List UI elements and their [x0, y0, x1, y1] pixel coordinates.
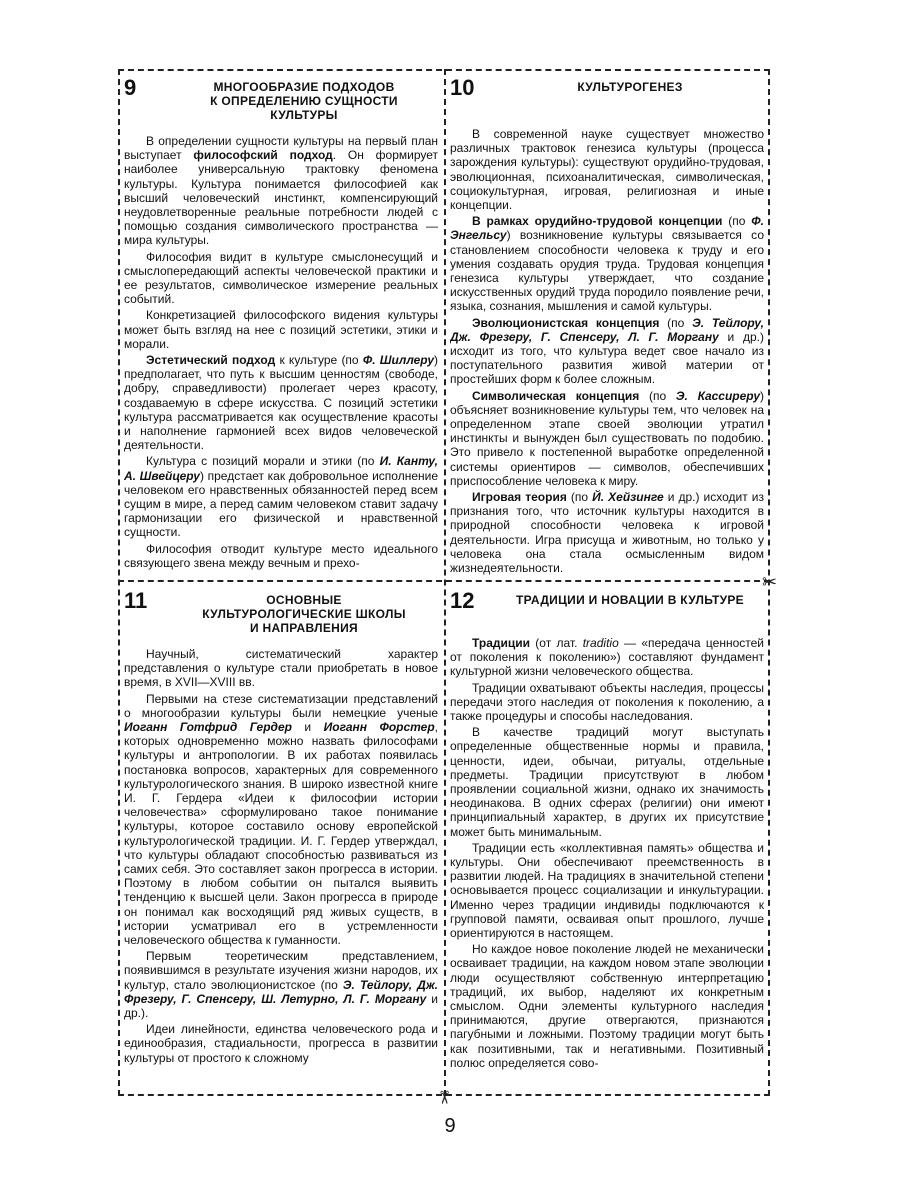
paragraph: В рамках орудийно-трудовой концепции (по Ф. Энгельсу) возникновение культуры связывается со становлением способности человека к труду и его умения создавать орудия труда. Трудовая концепция генезиса культуры утверждает, что создание искусственных орудий труда породило появление речи, языка, сознания, мышления и самой культуры. — [450, 214, 764, 314]
scissors-icon: ✂ — [434, 1089, 455, 1106]
paragraph: Конкретизацией философского видения культуры может быть взгляд на нее с позиций эстетики, этики и морали. — [124, 308, 438, 351]
horizontal-cut-line — [118, 580, 770, 582]
card-header — [450, 73, 764, 113]
card-title — [170, 586, 438, 635]
paragraph: Эстетический подход к культуре (по Ф. Шиллеру) предполагает, что путь к высшим ценностям (свободе, добру, справедливости) пролегает через красоту, создаваемую в сфере искусства. С позиций эстетики культура рассматривается как осуществление красоты и наполнение гармонией всех видов человеческой деятельности. — [124, 353, 438, 453]
scissors-icon: ✂ — [762, 572, 778, 592]
card-title-line: ТРАДИЦИИ И НОВАЦИИ В КУЛЬТУРЕ — [516, 593, 744, 607]
card-body — [450, 127, 764, 575]
paragraph: Культура с позиций морали и этики (по И. Канту, А. Швейцеру) предстает как добровольное исполнение человеком его нравственных обязанностей перед всем сущим в мире, а перед самим человеком ставит задачу гармонизации его физической и нравственной сущности. — [124, 454, 438, 540]
card-title-line: КУЛЬТУРЫ — [270, 108, 338, 122]
card-body — [124, 134, 438, 570]
card-number: 9 — [124, 75, 137, 100]
card-sheet — [118, 69, 770, 1096]
card-12 — [450, 586, 764, 1092]
card-9 — [124, 73, 438, 575]
paragraph: Традиции есть «коллективная память» общества и культуры. Они обеспечивают преемственность в развитии людей. На традициях в значительной степени основывается процесс социализации и инкультурации. Именно через традиции индивиды подключаются к групповой памяти, осваивая опыт прошлого, лучше ориентируются в настоящем. — [450, 840, 764, 941]
paragraph: В качестве традиций могут выступать определенные общественные нормы и правила, ценности, идеи, обычаи, ритуалы, отдельные предметы. Традиции присутствуют в любом проявлении социальной жизни, однако их значимость неодинакова. В одних сферах (религии) они имеют принципиальный характер, в других их присутствие может быть минимальным. — [450, 725, 764, 839]
card-10 — [450, 73, 764, 575]
card-title-line: КУЛЬТУРОГЕНЕЗ — [577, 80, 683, 94]
card-number: 12 — [450, 588, 475, 613]
card-title — [170, 73, 438, 122]
card-title-line: КУЛЬТУРОЛОГИЧЕСКИЕ ШКОЛЫ — [202, 607, 406, 621]
card-header — [124, 586, 438, 635]
paragraph: Научный, систематический характер представления о культуре стали приобретать в новое время, в XVII—XVIII вв. — [124, 647, 438, 690]
paragraph: Первым теоретическим представлением, появившимся в результате изучения жизни народов, их культур, стало эволюционистское (по Э. Тейлору, Дж. Фрезеру, Г. Спенсеру, Ш. Летурно, Л. Г. Моргану и др.). — [124, 949, 438, 1021]
card-body — [450, 636, 764, 1070]
card-title-line: К ОПРЕДЕЛЕНИЮ СУЩНОСТИ — [210, 94, 398, 108]
card-title — [496, 73, 764, 94]
card-body — [124, 647, 438, 1065]
card-header — [124, 73, 438, 122]
card-title — [496, 586, 764, 607]
paragraph: В современной науке существует множество различных трактовок генезиса культуры (процесса зарождения культуры): существуют орудийно-трудовая, эволюционная, психоаналитическая, символическая, социокультурная, игровая, религиозная и иные концепции. — [450, 127, 764, 213]
paragraph: Традиции охватывают объекты наследия, процессы передачи этого наследия от поколения к поколению, а также процедуры и способы наследования. — [450, 680, 764, 724]
paragraph: Символическая концепция (по Э. Кассиреру) объясняет возникновение культуры тем, что человек на определенном этапе своей эволюции утратил инстинкты и вынужден был существовать по подобию. Это привело к постепенной выработке определенной системы ориентиров — символов, обеспечивших приспособление человека к миру. — [450, 388, 764, 488]
paragraph: Идеи линейности, единства человеческого рода и единообразия, стадиальности, прогресса в развитии культуры от простого к сложному — [124, 1022, 438, 1065]
paragraph: Но каждое новое поколение людей не механически осваивает традиции, на каждом новом этапе эволюции люди осуществляют собственную интерпретацию традиций, их выбор, наделяют их конкретным смыслом. Одни элементы культурного наследия принимаются, другие отвергаются, признаются пагубными и ложными. Поэтому традиции могут быть как позитивными, так и негативными. Позитивный полюс определяется сово- — [450, 942, 764, 1070]
page-number: 9 — [444, 1115, 456, 1137]
paragraph: В определении сущности культуры на первый план выступает философский подход. Он формирует наиболее универсальную трактовку феномена культуры. Культура понимается философией как высший человеческий инстинкт, компенсирующий неудовлетворенные реальные потребности людей с помощью создания символического пространства — мира культуры. — [124, 134, 438, 248]
paragraph: Философия видит в культуре смыслонесущий и смыслопередающий аспекты человеческой практики и ее результатов, символическое измерение реальных событий. — [124, 249, 438, 307]
vertical-cut-line — [444, 69, 446, 1096]
card-title-line: ОСНОВНЫЕ — [266, 593, 342, 607]
card-number: 10 — [450, 75, 475, 100]
paragraph: Игровая теория (по Й. Хейзинге и др.) исходит из признания того, что источник культуры находится в природной способности человека к игровой деятельности. Игра присуща и животным, но только у человека она стала осмысленным видом жизнедеятельности. — [450, 490, 764, 575]
card-title-line: И НАПРАВЛЕНИЯ — [250, 621, 358, 635]
card-11 — [124, 586, 438, 1092]
card-number: 11 — [124, 588, 148, 613]
paragraph: Традиции (от лат. traditio — «передача ценностей от поколения к поколению») составляют фундамент культурной жизни человеческого общества. — [450, 636, 764, 679]
card-title-line: МНОГООБРАЗИЕ ПОДХОДОВ — [213, 80, 395, 94]
paragraph: Эволюционистская концепция (по Э. Тейлору, Дж. Фрезеру, Г. Спенсеру, Л. Г. Моргану и др.) исходит из того, что культура ведет свое начало из поступательного развития живой материи от простейших форм к более сложным. — [450, 315, 764, 387]
card-header — [450, 586, 764, 626]
paragraph: Первыми на стезе систематизации представлений о многообразии культуры были немецкие ученые Иоганн Готфрид Гердер и Иоганн Форстер, которых одновременно можно назвать философами культуры и антропологии. В их работах появилась постановка вопросов, характерных для современного культурологического знания. В широко известной книге И. Г. Гердера «Идеи к философии истории человечества» сформулировано такое понимание культуры, которое составило основу европейской культурологической традиции. И. Г. Гердер утверждал, что культуры обладают способностью развиваться из самих себя. Это составляет закон прогресса в истории. Поэтому в любом событии он пытался выявить тенденцию к высшей цели. Закон прогресса в природе он понимал как восходящий ряд живых существ, в истории усматривал его в устремленности человеческого общества к гуманности. — [124, 691, 438, 948]
paragraph: Философия отводит культуре место идеального связующего звена между вечным и прехо- — [124, 541, 438, 570]
